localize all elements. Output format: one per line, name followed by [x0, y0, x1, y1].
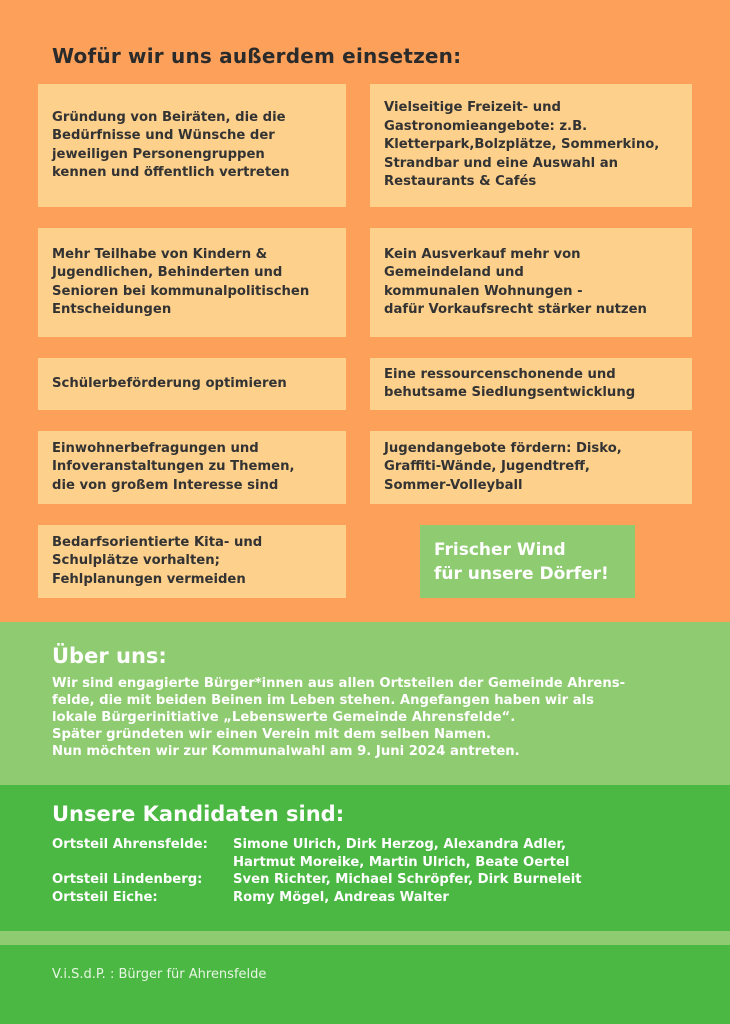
candidate-row-eiche	[52, 889, 582, 907]
candidates-section	[0, 785, 730, 931]
topic-box-daycare-places: Bedarfsorientierte Kita- und Schulplätze vorhalten; Fehlplanungen vermeiden	[38, 525, 346, 598]
divider-stripe	[0, 931, 730, 945]
topic-box-school-transport: Schülerbeförderung optimieren	[38, 358, 346, 410]
candidate-names: Romy Mögel, Andreas Walter	[233, 889, 449, 905]
footer	[0, 945, 730, 1024]
candidate-row-lindenberg	[52, 871, 582, 889]
topics-heading: Wofür wir uns außerdem einsetzen:	[52, 44, 462, 68]
topic-box-resident-surveys: Einwohnerbefragungen und Infoveranstaltungen zu Themen, die von großem Interesse sind	[38, 431, 346, 504]
topic-box-participation: Mehr Teilhabe von Kindern & Jugendlichen, Behinderten und Senioren bei kommunalpolitischen Entscheidungen	[38, 228, 346, 337]
district-label: Ortsteil Ahrensfelde:	[52, 837, 208, 852]
slogan-box: Frischer Wind für unsere Dörfer!	[420, 525, 635, 598]
candidates-title: Unsere Kandidaten sind:	[52, 802, 345, 826]
about-text: Wir sind engagierte Bürger*innen aus allen Ortsteilen der Gemeinde Ahrens- felde, die mit beiden Beinen im Leben stehen. Angefangen haben wir als lokale Bürgerinitiative „Lebenswerte Gemeinde Ahrensfelde“. Später gründeten wir einen Verein mit dem selben Namen. Nun möchten wir zur Kommunalwahl am 9. Juni 2024 antreten.	[52, 676, 626, 759]
imprint-text: V.i.S.d.P. : Bürger für Ahrensfelde	[52, 967, 267, 982]
about-section	[0, 622, 730, 785]
candidate-row-ahrensfelde	[52, 836, 582, 871]
topic-box-advisory-councils: Gründung von Beiräten, die die Bedürfnisse und Wünsche der jeweiligen Personengruppen kennen und öffentlich vertreten	[38, 84, 346, 207]
candidate-names: Simone Ulrich, Dirk Herzog, Alexandra Adler, Hartmut Moreike, Martin Ulrich, Beate Oertel	[233, 837, 570, 870]
topic-box-settlement-development: Eine ressourcenschonende und behutsame Siedlungsentwicklung	[370, 358, 692, 410]
about-title: Über uns:	[52, 644, 167, 668]
topic-box-leisure-offers: Vielseitige Freizeit- und Gastronomieangebote: z.B. Kletterpark,Bolzplätze, Sommerkino, Strandbar und eine Auswahl an Restaurants & Cafés	[370, 84, 692, 207]
candidate-names: Sven Richter, Michael Schröpfer, Dirk Burneleit	[233, 872, 582, 887]
topic-box-no-sellout: Kein Ausverkauf mehr von Gemeindeland und kommunalen Wohnungen - dafür Vorkaufsrecht stärker nutzen	[370, 228, 692, 337]
district-label: Ortsteil Eiche:	[52, 889, 158, 905]
district-label: Ortsteil Lindenberg:	[52, 872, 203, 887]
candidates-list	[52, 836, 582, 906]
topic-box-youth-offers: Jugendangebote fördern: Disko, Graffiti-Wände, Jugendtreff, Sommer-Volleyball	[370, 431, 692, 504]
